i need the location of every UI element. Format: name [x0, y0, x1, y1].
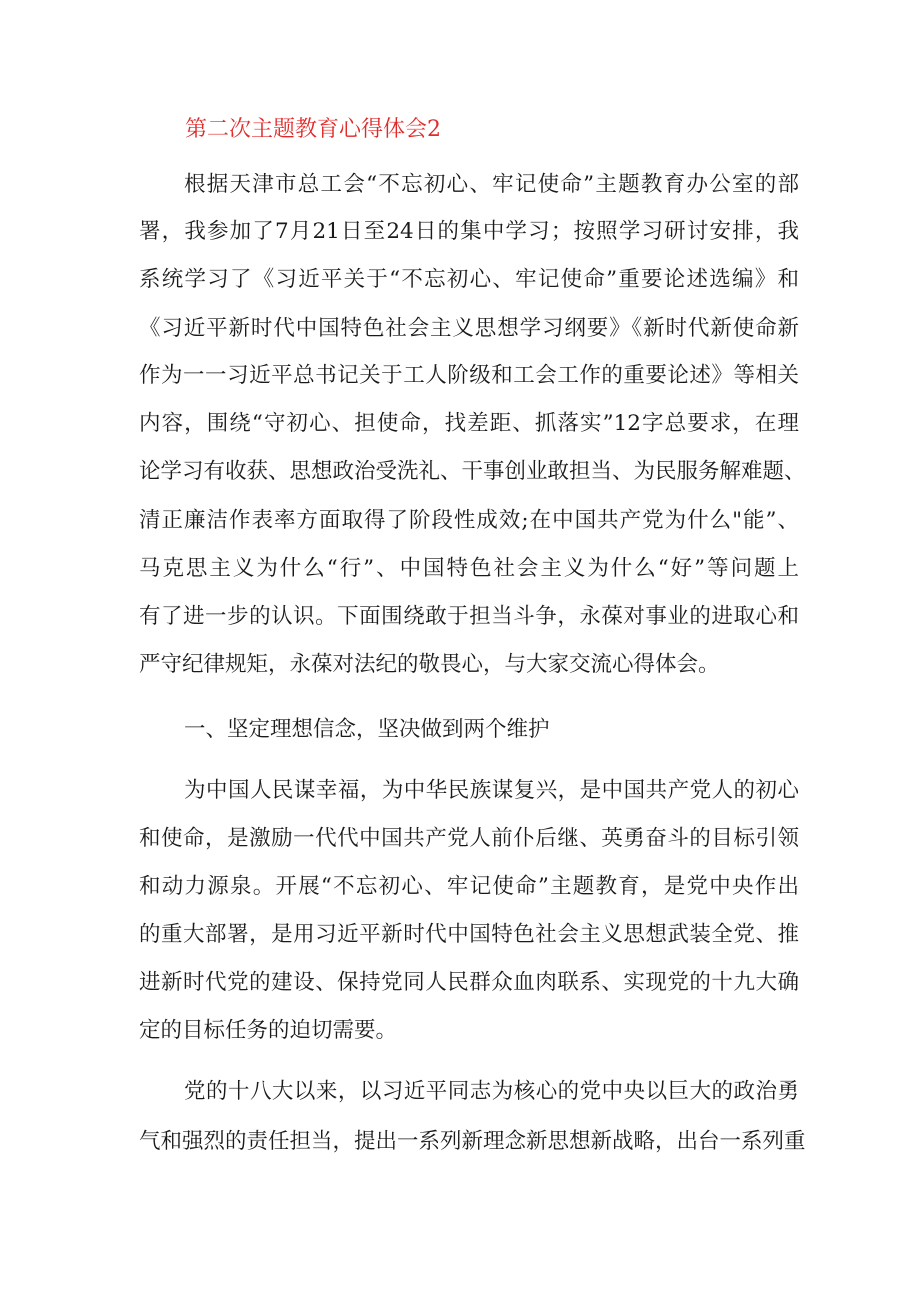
- paragraph-line: 有了进一步的认识。下面围绕敢于担当斗争，永葆对事业的进取心和: [139, 604, 799, 629]
- paragraph-line: 作为一一习近平总书记关于工人阶级和工会工作的重要论述》等相关: [139, 363, 799, 388]
- paragraph-line: 内容，围绕“守初心、担使命，找差距、抓落实”12字总要求，在理: [139, 411, 799, 436]
- paragraph-line: 《习近平新时代中国特色社会主义思想学习纲要》《新时代新使命新: [139, 316, 799, 341]
- section-heading: 一、坚定理想信念，坚决做到两个维护: [184, 717, 550, 742]
- paragraph-line: 署，我参加了7月21日至24日的集中学习；按照学习研讨安排，我: [139, 219, 799, 244]
- paragraph-line: 和使命，是激励一代代中国共产党人前仆后继、英勇奋斗的目标引领: [139, 826, 799, 851]
- paragraph-line: 定的目标任务的迫切需要。: [139, 1018, 398, 1043]
- paragraph-line: 严守纪律规矩，永葆对法纪的敬畏心，与大家交流心得体会。: [139, 652, 720, 677]
- paragraph-line: 的重大部署，是用习近平新时代中国特色社会主义思想武装全党、推: [139, 922, 799, 947]
- paragraph-line: 根据天津市总工会“不忘初心、牢记使命”主题教育办公室的部: [184, 172, 799, 197]
- paragraph-line: 党的十八大以来，以习近平同志为核心的党中央以巨大的政治勇: [184, 1079, 799, 1104]
- paragraph-line: 和动力源泉。开展“不忘初心、牢记使命”主题教育，是党中央作出: [139, 874, 799, 899]
- document-title: 第二次主题教育心得体会2: [185, 117, 441, 142]
- paragraph-line: 进新时代党的建设、保持党同人民群众血肉联系、实现党的十九大确: [139, 970, 799, 995]
- paragraph-line: 清正廉洁作表率方面取得了阶段性成效;在中国共产党为什么"能”、: [139, 508, 799, 533]
- paragraph-line: 系统学习了《习近平关于“不忘初心、牢记使命”重要论述选编》和: [139, 267, 799, 292]
- paragraph-line: 马克思主义为什么“行”、中国特色社会主义为什么“好”等问题上: [139, 556, 799, 581]
- paragraph-line: 论学习有收获、思想政治受洗礼、干事创业敢担当、为民服务解难题、: [139, 459, 806, 484]
- paragraph-line: 为中国人民谋幸福，为中华民族谋复兴，是中国共产党人的初心: [184, 778, 799, 803]
- paragraph-line: 气和强烈的责任担当，提出一系列新理念新思想新战略，出台一系列重: [139, 1129, 806, 1154]
